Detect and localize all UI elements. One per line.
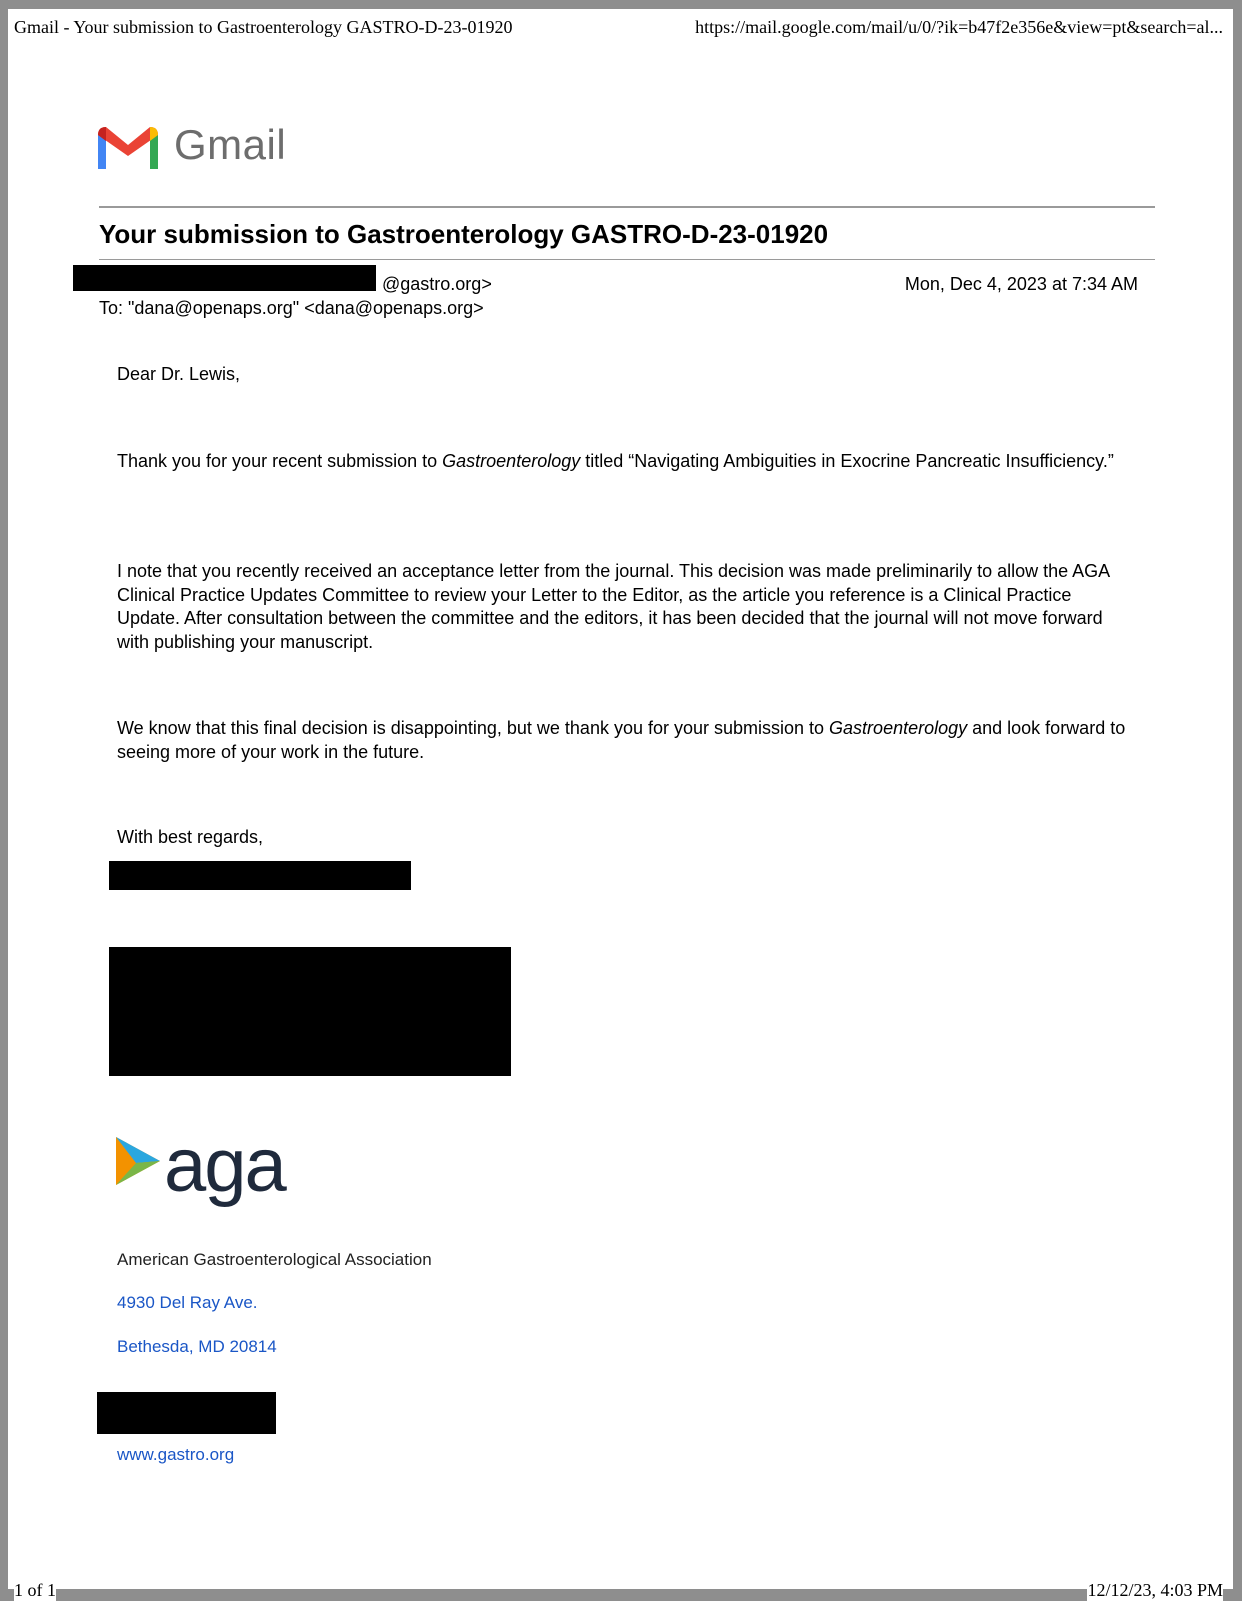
redacted-contact xyxy=(97,1392,276,1434)
recipient-line: To: "dana@openaps.org" <dana@openaps.org> xyxy=(99,298,484,318)
signature-org: American Gastroenterological Association xyxy=(117,1250,432,1269)
signature-address-line2[interactable]: Bethesda, MD 20814 xyxy=(117,1337,277,1356)
signature-website-link[interactable]: www.gastro.org xyxy=(117,1445,235,1464)
journal-name: Gastroenterology xyxy=(829,718,968,738)
sender-email: @gastro.org> xyxy=(382,274,492,294)
print-footer-timestamp: 12/12/23, 4:03 PM xyxy=(1087,1580,1223,1600)
email-greeting: Dear Dr. Lewis, xyxy=(117,364,241,384)
email-paragraph-3: We know that this final decision is disappointing, but we thank you for your submission to Gastroenterology and look forward to seeing more of your work in the future. xyxy=(117,718,1126,762)
aga-logo-text: aga xyxy=(164,1137,285,1208)
signature-address-line1[interactable]: 4930 Del Ray Ave. xyxy=(117,1293,258,1312)
print-header-url: https://mail.google.com/mail/u/0/?ik=b47f2e356e&view=pt&search=al... xyxy=(695,17,1223,37)
subject-divider xyxy=(99,259,1155,260)
aga-logo-icon xyxy=(116,1137,316,1217)
email-paragraph-2: I note that you recently received an acceptance letter from the journal. This decision was made preliminarily to allow the AGA Clinical Practice Updates Committee to review your Letter to the Editor, as the article you reference is a Clinical Practice Update. After consultation between the committee and the editors, it has been decided that the journal will not move forward with publishing your manuscript. xyxy=(117,561,1110,652)
print-page xyxy=(8,9,1233,1600)
email-paragraph-1: Thank you for your recent submission to Gastroenterology titled “Navigating Ambiguities in Exocrine Pancreatic Insufficiency.” xyxy=(117,451,1114,471)
email-date: Mon, Dec 4, 2023 at 7:34 AM xyxy=(904,274,1138,294)
email-subject: Your submission to Gastroenterology GASTRO-D-23-01920 xyxy=(99,219,829,249)
print-footer-page: 1 of 1 xyxy=(14,1580,56,1600)
email-closing: With best regards, xyxy=(117,827,264,847)
redacted-sender xyxy=(73,265,376,291)
print-header-title: Gmail - Your submission to Gastroenterology GASTRO-D-23-01920 xyxy=(14,17,513,37)
journal-name: Gastroenterology xyxy=(442,451,581,471)
gmail-wordmark: Gmail xyxy=(174,121,287,168)
redacted-signer-block xyxy=(109,947,511,1076)
header-divider xyxy=(99,206,1155,208)
redacted-signer-name xyxy=(109,861,411,890)
gmail-logo-icon xyxy=(98,125,158,169)
